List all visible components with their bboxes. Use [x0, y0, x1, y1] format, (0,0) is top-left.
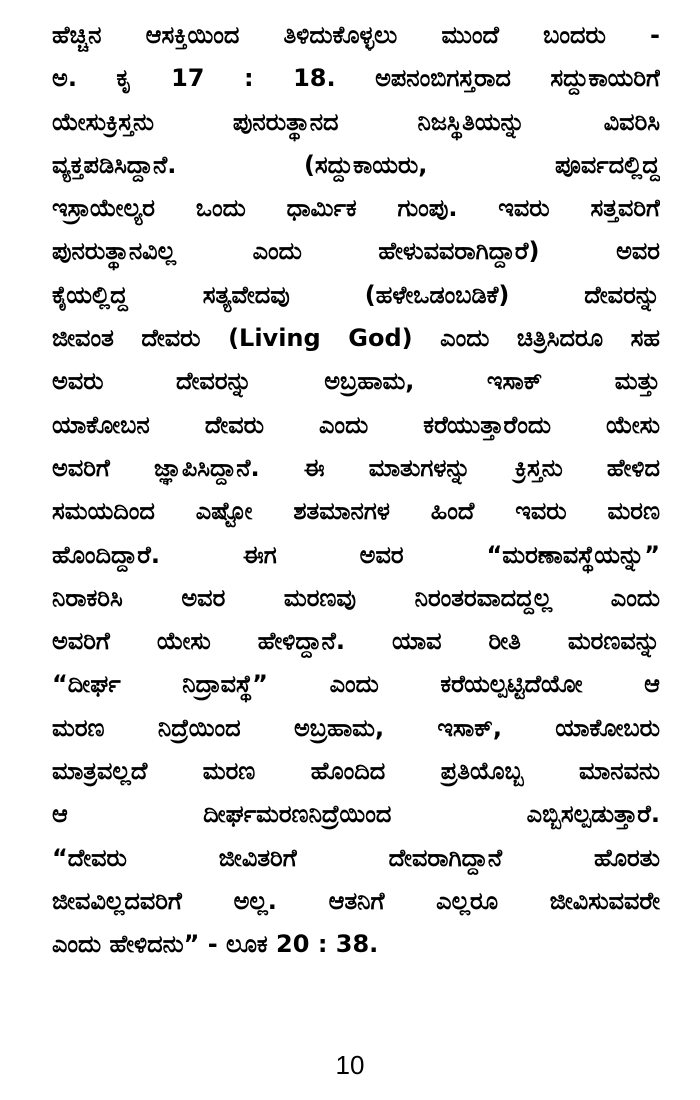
text-line: ಅ. ಕೃ 17 : 18. ಅಪನಂಬಿಗಸ್ತರಾದ ಸದ್ದುಕಾಯರಿಗೆ	[52, 64, 660, 93]
text-line: ಮಾತ್ರವಲ್ಲದೆ ಮರಣ ಹೊಂದಿದ ಪ್ರತಿಯೊಬ್ಬ ಮಾನವನು	[52, 757, 660, 786]
text-line: ಜೀವಂತ ದೇವರು (Living God) ಎಂದು ಚಿತ್ರಿಸಿದರೂ ಸಹ	[52, 324, 660, 353]
text-line: ವ್ಯಕ್ತಪಡಿಸಿದ್ದಾನೆ. (ಸದ್ದುಕಾಯರು, ಪೂರ್ವದಲ್ಲಿದ್ದ	[52, 150, 660, 179]
text-line: ಅವರಿಗೆ ಯೇಸು ಹೇಳಿದ್ದಾನೆ. ಯಾವ ರೀತಿ ಮರಣವನ್ನು	[52, 627, 660, 656]
text-line: ಹೆಚ್ಚಿನ ಆಸಕ್ತಿಯಿಂದ ತಿಳಿದುಕೊಳ್ಳಲು ಮುಂದೆ ಬಂದರು -	[52, 21, 660, 49]
text-line: ಹೊಂದಿದ್ದಾರೆ. ಈಗ ಅವರ “ಮರಣಾವಸ್ಥೆಯನ್ನು”	[52, 540, 660, 569]
text-line: ಯಾಕೋಬನ ದೇವರು ಎಂದು ಕರೆಯುತ್ತಾರೆಂದು ಯೇಸು	[52, 410, 660, 439]
text-line: ಜೀವವಿಲ್ಲದವರಿಗೆ ಅಲ್ಲ. ಆತನಿಗೆ ಎಲ್ಲರೂ ಜೀವಿಸುವವರೇ	[52, 886, 660, 915]
text-line: “ದೀರ್ಘ ನಿದ್ರಾವಸ್ಥೆ” ಎಂದು ಕರೆಯಲ್ಪಟ್ಟಿದೆಯೋ ಆ	[52, 670, 660, 699]
text-line: ಸಮಯದಿಂದ ಎಷ್ಟೋ ಶತಮಾನಗಳ ಹಿಂದೆ ಇವರು ಮರಣ	[52, 497, 660, 526]
text-line: ಆ ದೀರ್ಘಮರಣನಿದ್ರೆಯಿಂದ ಎಬ್ಬಿಸಲ್ಪಡುತ್ತಾರೆ.	[52, 800, 660, 829]
text-line: ಕೈಯಲ್ಲಿದ್ದ ಸತ್ಯವೇದವು (ಹಳೇಒಡಂಬಡಿಕೆ) ದೇವರನ್ನು	[52, 280, 660, 309]
text-line: ಅವರಿಗೆ ಜ್ಞಾಪಿಸಿದ್ದಾನೆ. ಈ ಮಾತುಗಳನ್ನು ಕ್ರಿಸ್ತನು ಹೇಳಿದ	[52, 453, 660, 482]
text-line: ಎಂದು ಹೇಳಿದನು” - ಲೂಕ 20 : 38.	[52, 930, 379, 959]
body-text	[52, 14, 660, 967]
text-line: ಪುನರುತ್ಥಾನವಿಲ್ಲ ಎಂದು ಹೇಳುವವರಾಗಿದ್ದಾರೆ) ಅವರ	[52, 237, 660, 266]
text-line: “ದೇವರು ಜೀವಿತರಿಗೆ ದೇವರಾಗಿದ್ದಾನೆ ಹೊರತು	[52, 843, 660, 872]
text-line: ಮರಣ ನಿದ್ರೆಯಿಂದ ಅಬ್ರಹಾಮ, ಇಸಾಕ್, ಯಾಕೋಬರು	[52, 713, 660, 742]
text-line: ಇಸ್ರಾಯೇಲ್ಯರ ಒಂದು ಧಾರ್ಮಿಕ ಗುಂಪು. ಇವರು ಸತ್ತವರಿಗೆ	[52, 194, 660, 223]
text-line: ಯೇಸುಕ್ರಿಸ್ತನು ಪುನರುತ್ಥಾನದ ನಿಜಸ್ಥಿತಿಯನ್ನು ವಿವರಿಸಿ	[52, 107, 660, 136]
text-line: ನಿರಾಕರಿಸಿ ಅವರ ಮರಣವು ನಿರಂತರವಾದದ್ದಲ್ಲ ಎಂದು	[52, 583, 660, 612]
text-line: ಅವರು ದೇವರನ್ನು ಅಬ್ರಹಾಮ, ಇಸಾಕ್ ಮತ್ತು	[52, 367, 660, 396]
page-number: 10	[335, 1050, 365, 1080]
